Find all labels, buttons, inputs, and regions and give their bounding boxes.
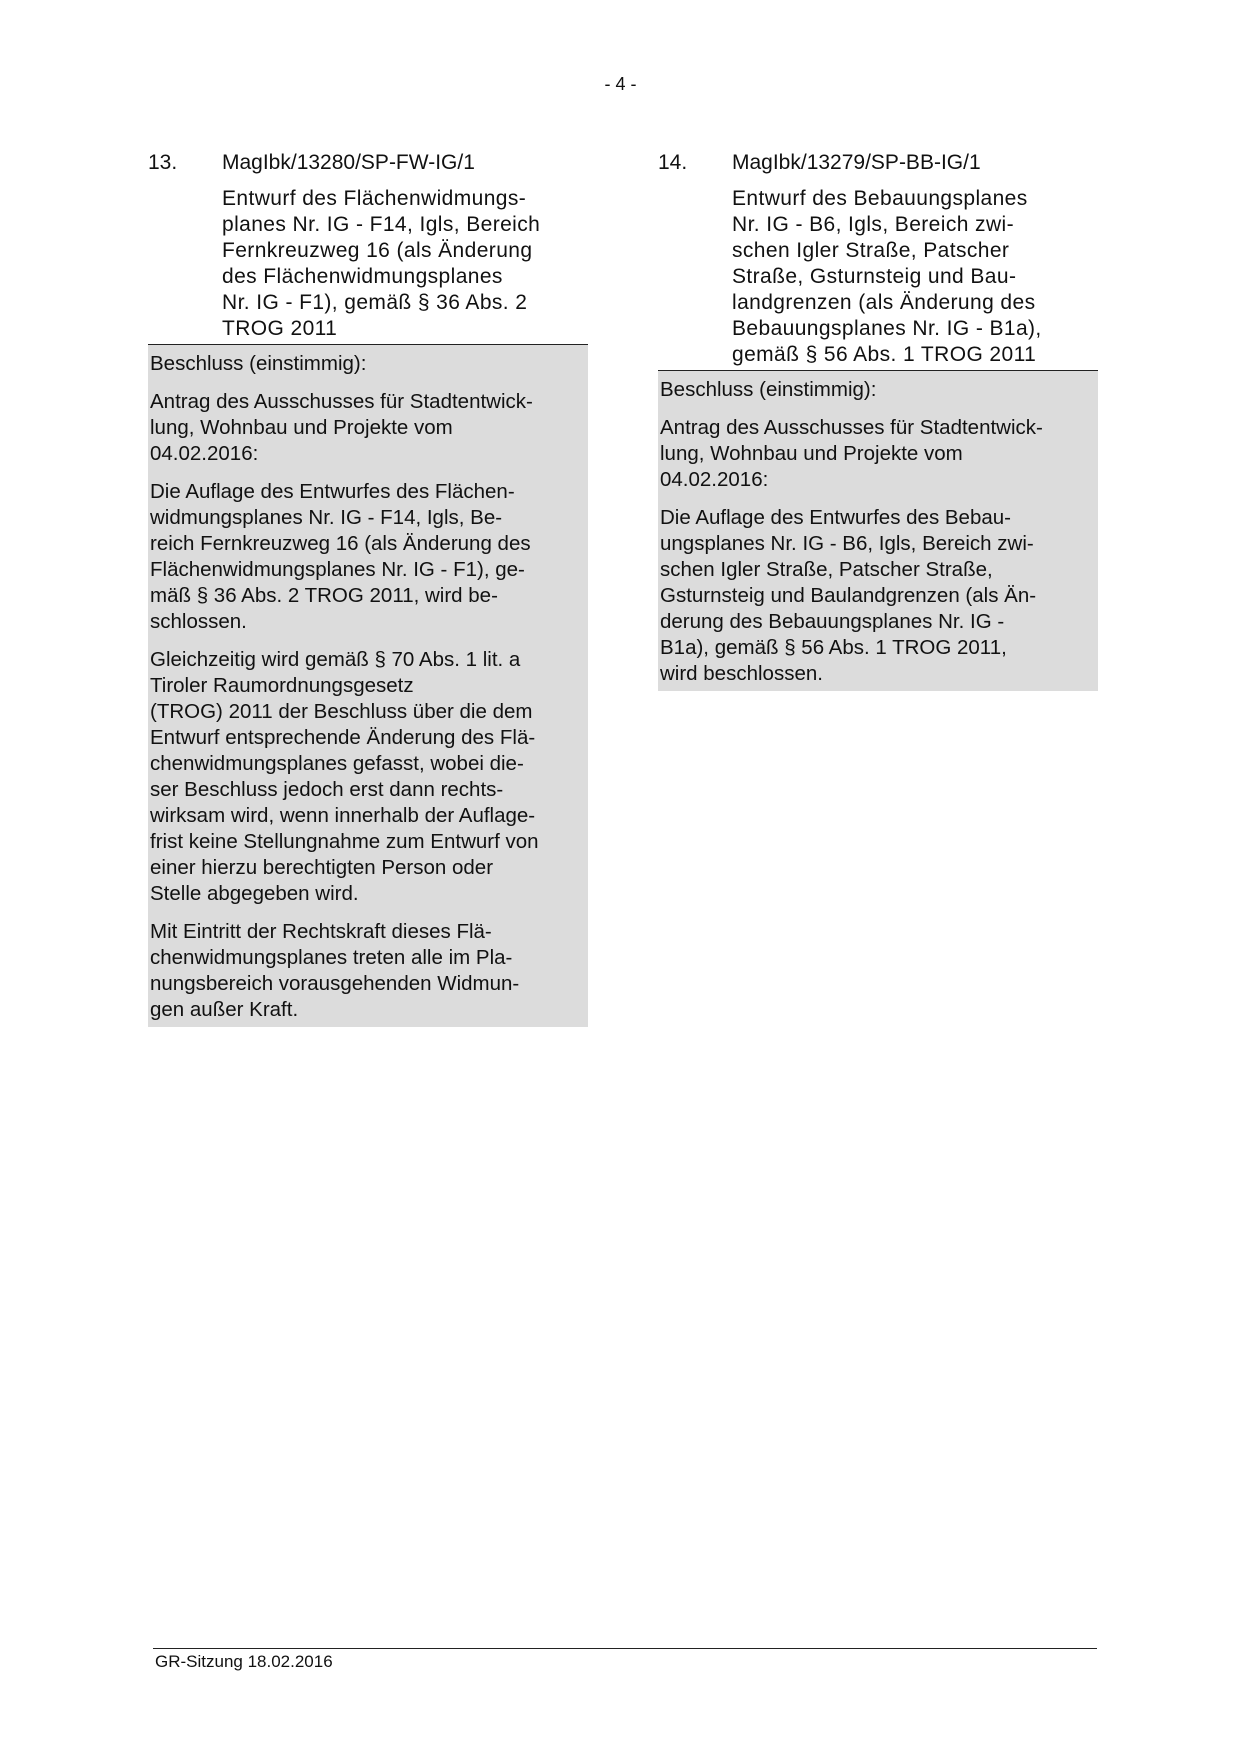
text-line: 04.02.2016: (150, 442, 259, 465)
title-line: des Flächenwidmungsplanes (222, 265, 503, 288)
title-line: landgrenzen (als Änderung des (732, 291, 1036, 314)
page-number: - 4 - (604, 74, 637, 94)
text-line: schen Igler Straße, Patscher Straße, (660, 558, 993, 581)
text-line: frist keine Stellungnahme zum Entwurf von (150, 830, 539, 853)
text-line: chenwidmungsplanes gefasst, wobei die- (150, 752, 524, 775)
text-line: reich Fernkreuzweg 16 (als Änderung des (150, 532, 531, 555)
text-line: schlossen. (150, 610, 247, 633)
decision-paragraph (150, 389, 584, 467)
text-line: Beschluss (einstimmig): (660, 378, 877, 401)
text-line: einer hierzu berechtigten Person oder (150, 856, 494, 879)
title-line: Nr. IG - B6, Igls, Bereich zwi- (732, 213, 1014, 236)
text-line: derung des Bebauungsplanes Nr. IG - (660, 610, 1005, 633)
title-line: Straße, Gsturnsteig und Bau- (732, 265, 1017, 288)
text-line: nungsbereich vorausgehenden Widmun- (150, 972, 520, 995)
decision-paragraph (660, 415, 1094, 493)
text-line: chenwidmungsplanes treten alle im Pla- (150, 946, 513, 969)
footer-text: GR-Sitzung 18.02.2016 (155, 1652, 333, 1671)
title-line: TROG 2011 (222, 317, 338, 340)
text-line: lung, Wohnbau und Projekte vom (150, 416, 453, 439)
text-line: Stelle abgegeben wird. (150, 882, 359, 905)
item-reference: MagIbk/13280/SP-FW-IG/1 (222, 151, 475, 174)
decision-paragraph (150, 351, 584, 377)
text-line: Die Auflage des Entwurfes des Flächen- (150, 480, 515, 503)
text-line: Mit Eintritt der Rechtskraft dieses Flä- (150, 920, 492, 943)
item-title (732, 186, 1098, 370)
text-line: Antrag des Ausschusses für Stadtentwick- (660, 416, 1043, 439)
item-number: 14. (658, 151, 688, 174)
title-line: Entwurf des Bebauungsplanes (732, 187, 1028, 210)
decision-paragraph (660, 505, 1094, 687)
text-line: ser Beschluss jedoch erst dann rechts- (150, 778, 504, 801)
title-line: Fernkreuzweg 16 (als Änderung (222, 239, 533, 262)
decision-box (148, 345, 588, 1027)
text-line: Flächenwidmungsplanes Nr. IG - F1), ge- (150, 558, 525, 581)
text-line: wird beschlossen. (660, 662, 823, 685)
decision-box (658, 371, 1098, 691)
title-line: planes Nr. IG - F14, Igls, Bereich (222, 213, 541, 236)
text-line: (TROG) 2011 der Beschluss über die dem (150, 700, 533, 723)
text-line: Gsturnsteig und Baulandgrenzen (als Än- (660, 584, 1037, 607)
agenda-item-13 (148, 150, 588, 1027)
text-line: Die Auflage des Entwurfes des Bebau- (660, 506, 1011, 529)
decision-paragraph (660, 377, 1094, 403)
item-header (148, 150, 588, 176)
text-line: Tiroler Raumordnungsgesetz (150, 674, 414, 697)
footer-divider (153, 1648, 1097, 1649)
text-line: mäß § 36 Abs. 2 TROG 2011, wird be- (150, 584, 498, 607)
text-line: wirksam wird, wenn innerhalb der Auflage- (150, 804, 536, 827)
decision-paragraph (150, 479, 584, 635)
item-title (222, 186, 588, 344)
title-line: Nr. IG - F1), gemäß § 36 Abs. 2 (222, 291, 528, 314)
title-line: gemäß § 56 Abs. 1 TROG 2011 (732, 343, 1037, 366)
title-line: schen Igler Straße, Patscher (732, 239, 1010, 262)
text-line: Antrag des Ausschusses für Stadtentwick- (150, 390, 533, 413)
text-line: B1a), gemäß § 56 Abs. 1 TROG 2011, (660, 636, 1007, 659)
item-reference: MagIbk/13279/SP-BB-IG/1 (732, 151, 981, 174)
text-line: Gleichzeitig wird gemäß § 70 Abs. 1 lit. a (150, 648, 521, 671)
text-line: Beschluss (einstimmig): (150, 352, 367, 375)
text-line: lung, Wohnbau und Projekte vom (660, 442, 963, 465)
item-header (658, 150, 1098, 176)
text-line: ungsplanes Nr. IG - B6, Igls, Bereich zwi- (660, 532, 1034, 555)
text-line: 04.02.2016: (660, 468, 769, 491)
decision-paragraph (150, 647, 584, 907)
title-line: Entwurf des Flächenwidmungs- (222, 187, 527, 210)
decision-paragraph (150, 919, 584, 1023)
item-number: 13. (148, 151, 178, 174)
text-line: Entwurf entsprechende Änderung des Flä- (150, 726, 536, 749)
text-line: widmungsplanes Nr. IG - F14, Igls, Be- (150, 506, 503, 529)
text-line: gen außer Kraft. (150, 998, 299, 1021)
agenda-item-14 (658, 150, 1098, 691)
title-line: Bebauungsplanes Nr. IG - B1a), (732, 317, 1042, 340)
